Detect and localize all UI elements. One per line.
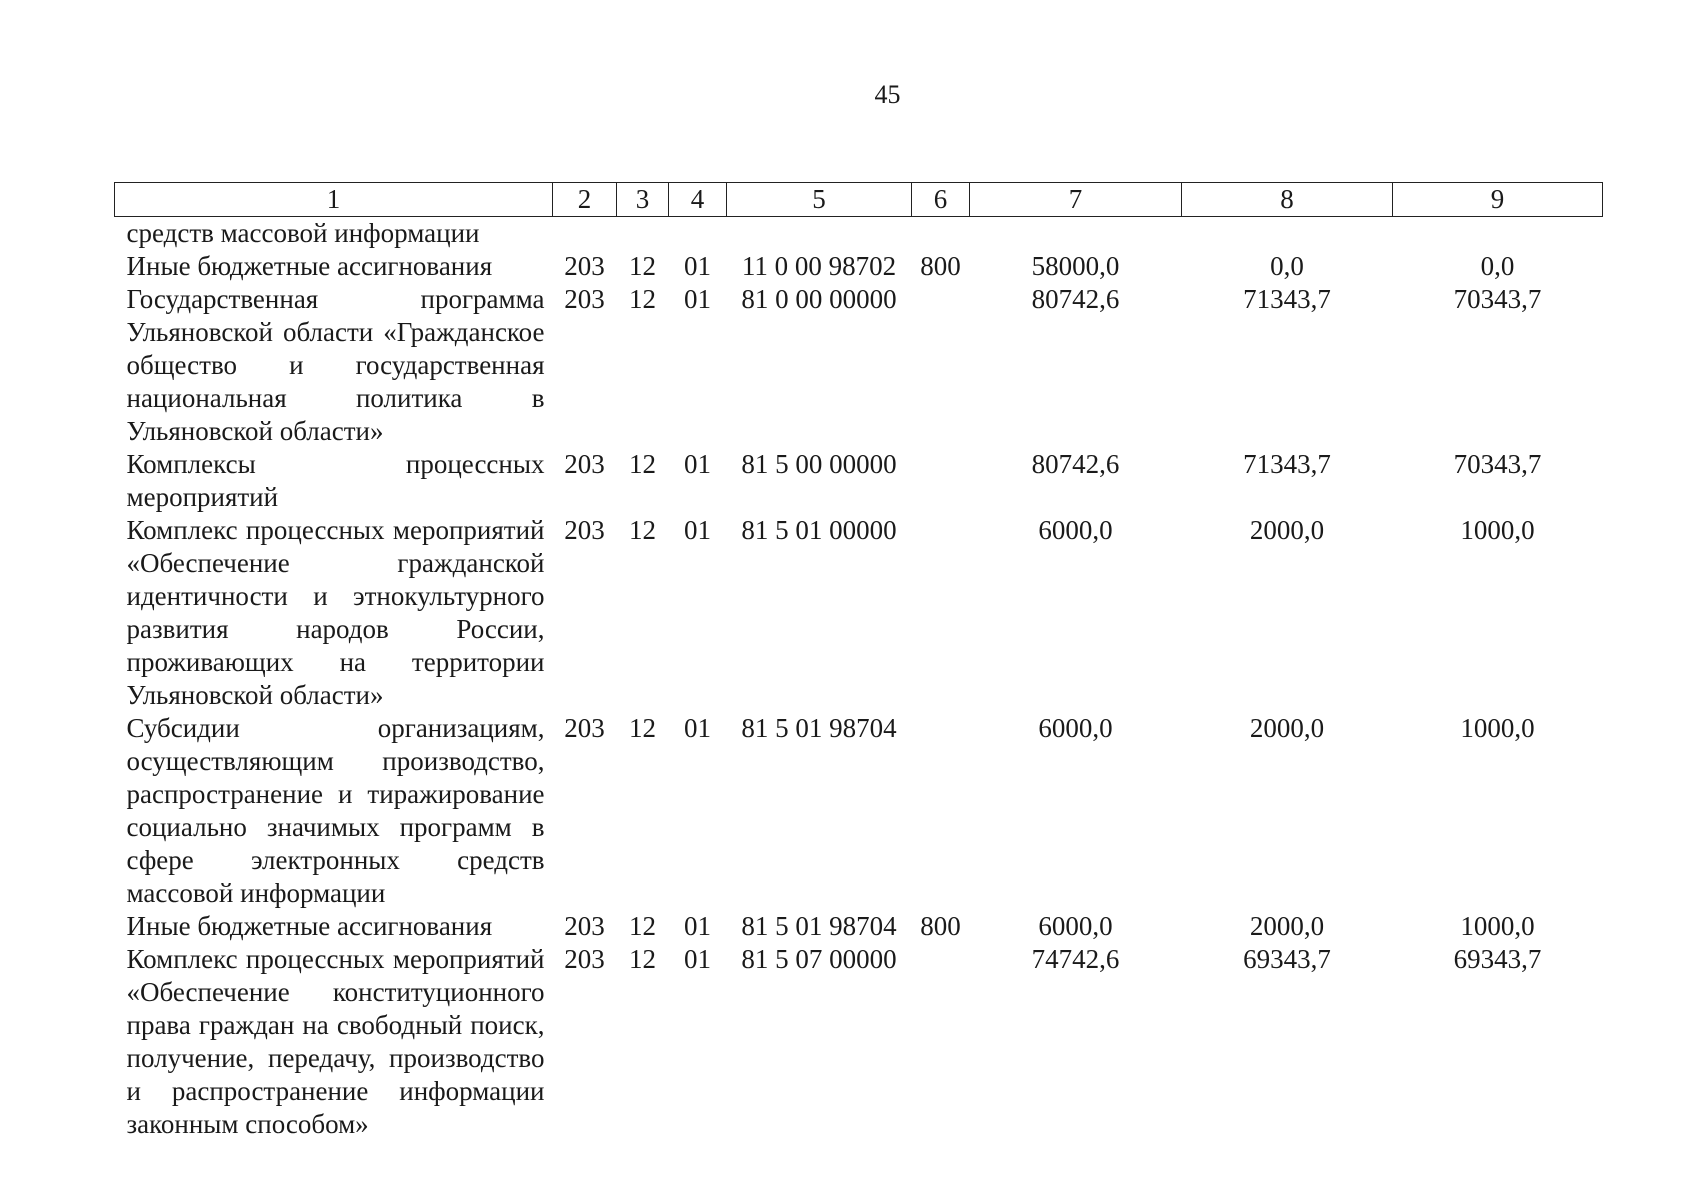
row-c3: 12 <box>629 911 656 941</box>
table-row <box>115 283 1603 448</box>
page-number: 45 <box>874 80 901 109</box>
row-c6: 800 <box>920 911 961 941</box>
row-name: Иные бюджетные ассигнования <box>126 911 493 941</box>
header-col-3: 3 <box>617 183 669 217</box>
row-c4: 01 <box>684 449 711 479</box>
row-c6 <box>912 283 970 448</box>
row-c2: 203 <box>564 515 605 545</box>
row-c3: 12 <box>629 449 656 479</box>
row-c6 <box>912 448 970 514</box>
row-c4: 01 <box>684 284 711 314</box>
table-row <box>115 514 1603 712</box>
row-c9: 1000,0 <box>1460 713 1535 743</box>
header-col-9: 9 <box>1393 183 1603 217</box>
row-c3: 12 <box>629 515 656 545</box>
row-c7: 6000,0 <box>1038 713 1113 743</box>
header-col-1: 1 <box>115 183 553 217</box>
row-c6 <box>912 943 970 1141</box>
row-name: Субсидии организациям, осуществляющим производство, распространение и тиражирование социально значимых программ в сфере электронных средств массовой информации <box>126 713 545 908</box>
row-c3: 12 <box>629 251 656 281</box>
row-c2: 203 <box>564 449 605 479</box>
table-row <box>115 712 1603 910</box>
table-row <box>115 943 1603 1141</box>
row-c7: 6000,0 <box>1038 911 1113 941</box>
row-c4: 01 <box>684 251 711 281</box>
header-col-8: 8 <box>1182 183 1393 217</box>
row-name: Государственная программа Ульяновской области «Гражданское общество и государственная национальная политика в Ульяновской области» <box>126 284 545 446</box>
table-row <box>115 250 1603 283</box>
header-col-6: 6 <box>912 183 970 217</box>
row-c7 <box>970 217 1182 251</box>
row-c7: 80742,6 <box>1031 284 1120 314</box>
row-c9 <box>1393 217 1603 251</box>
row-c4 <box>669 217 727 251</box>
row-c4: 01 <box>684 944 711 974</box>
row-c7: 58000,0 <box>1031 251 1120 281</box>
row-c8: 2000,0 <box>1249 713 1325 743</box>
row-c5: 81 5 01 98704 <box>741 713 897 743</box>
row-name: средств массовой информации <box>126 218 480 248</box>
row-c3: 12 <box>629 284 656 314</box>
row-name: Комплексы процессных мероприятий <box>126 449 545 512</box>
row-c2: 203 <box>564 911 605 941</box>
row-c6 <box>912 712 970 910</box>
header-col-5: 5 <box>727 183 912 217</box>
row-c2 <box>553 217 617 251</box>
row-c9: 1000,0 <box>1460 911 1535 941</box>
row-c6 <box>912 217 970 251</box>
header-row <box>115 183 1603 217</box>
row-c2: 203 <box>564 713 605 743</box>
header-col-4: 4 <box>669 183 727 217</box>
row-c8: 0,0 <box>1270 251 1304 281</box>
row-c9: 70343,7 <box>1453 449 1542 479</box>
row-c8: 2000,0 <box>1249 515 1325 545</box>
row-name: Комплекс процессных мероприятий «Обеспечение гражданской идентичности и этнокультурного развития народов России, проживающих на территории Ульяновской области» <box>126 515 545 710</box>
row-c9: 1000,0 <box>1460 515 1535 545</box>
table-body <box>115 217 1603 1142</box>
row-c2: 203 <box>564 251 605 281</box>
row-c9: 70343,7 <box>1453 284 1542 314</box>
row-c3: 12 <box>629 944 656 974</box>
table-header <box>115 183 1603 217</box>
table-row <box>115 910 1603 943</box>
row-name: Иные бюджетные ассигнования <box>126 251 493 281</box>
row-c2: 203 <box>564 284 605 314</box>
header-col-2: 2 <box>553 183 617 217</box>
row-c4: 01 <box>684 911 711 941</box>
row-c8: 71343,7 <box>1243 284 1331 314</box>
row-c4: 01 <box>684 713 711 743</box>
row-name: Комплекс процессных мероприятий «Обеспечение конституционного права граждан на свободный поиск, получение, передачу, производство и распространение информации законным способом» <box>126 944 545 1139</box>
row-c3 <box>617 217 669 251</box>
row-c7: 6000,0 <box>1038 515 1113 545</box>
row-c6 <box>912 514 970 712</box>
row-c5: 81 5 01 98704 <box>741 911 897 941</box>
row-c7: 80742,6 <box>1031 449 1120 479</box>
row-c7: 74742,6 <box>1031 944 1120 974</box>
row-c4: 01 <box>684 515 711 545</box>
row-c5: 81 5 00 00000 <box>741 449 897 479</box>
row-c5: 81 0 00 00000 <box>741 284 897 314</box>
row-c8: 69343,7 <box>1243 944 1331 974</box>
table-row <box>115 217 1603 251</box>
row-c9: 69343,7 <box>1453 944 1542 974</box>
row-c3: 12 <box>629 713 656 743</box>
budget-table-container <box>114 182 1602 1141</box>
row-c8: 2000,0 <box>1249 911 1325 941</box>
row-c5 <box>727 217 912 251</box>
row-c8 <box>1182 217 1393 251</box>
row-c8: 71343,7 <box>1243 449 1331 479</box>
row-c5: 11 0 00 98702 <box>741 251 897 281</box>
table-row <box>115 448 1603 514</box>
budget-table <box>114 182 1603 1141</box>
row-c5: 81 5 07 00000 <box>741 944 897 974</box>
row-c9: 0,0 <box>1480 251 1515 281</box>
row-c5: 81 5 01 00000 <box>741 515 897 545</box>
header-col-7: 7 <box>970 183 1182 217</box>
row-c2: 203 <box>564 944 605 974</box>
row-c6: 800 <box>920 251 961 281</box>
